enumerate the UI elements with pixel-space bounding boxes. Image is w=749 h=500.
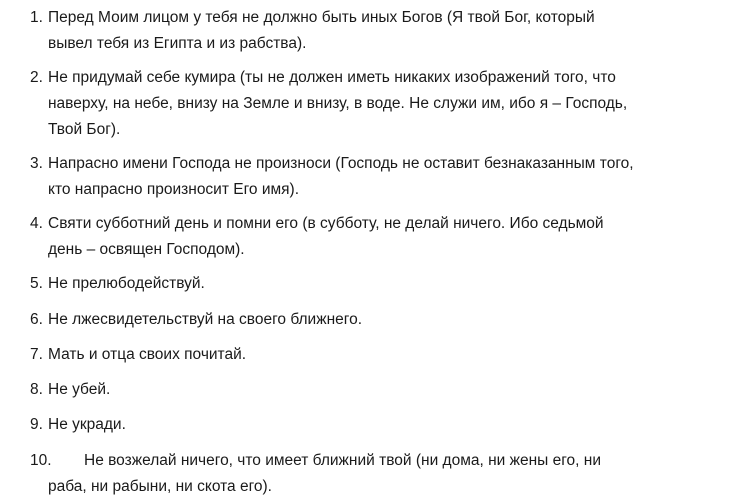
list-item [0, 65, 740, 143]
list-item [0, 211, 740, 263]
item-number: 7. [30, 346, 43, 363]
list-item [0, 5, 740, 57]
item-text-line: Не придумай себе кумира (ты не должен иметь никаких изображений того, что [48, 69, 616, 86]
item-text-line: Не лжесвидетельствуй на своего ближнего. [48, 311, 363, 328]
list-item [0, 342, 740, 368]
item-text-line: Не укради. [48, 416, 126, 433]
item-text-line: Не возжелай ничего, что имеет ближний твой (ни дома, ни жены его, ни [84, 452, 601, 469]
item-number: 3. [30, 155, 43, 172]
item-text-line: Твой Бог). [48, 121, 121, 138]
item-number: 8. [30, 381, 43, 398]
item-text-line: Перед Моим лицом у тебя не должно быть иных Богов (Я твой Бог, который [48, 9, 595, 26]
list-item [0, 377, 740, 403]
item-text-line: Мать и отца своих почитай. [48, 346, 247, 363]
list-item [0, 271, 740, 297]
item-text-line: день – освящен Господом). [48, 241, 245, 258]
list-item [0, 151, 740, 203]
list-item [0, 448, 740, 500]
item-text-line: Не прелюбодействуй. [48, 275, 205, 292]
item-text-line: Напрасно имени Господа не произноси (Господь не оставит безнаказанным того, [48, 155, 634, 172]
item-number: 1. [30, 9, 43, 26]
item-number: 6. [30, 311, 43, 328]
item-number: 2. [30, 69, 43, 86]
list-item [0, 412, 740, 438]
item-text-line: кто напрасно произносит Его имя). [48, 181, 300, 198]
item-number: 9. [30, 416, 43, 433]
list-item [0, 307, 740, 333]
item-number: 10. [30, 452, 52, 469]
item-text-line: Святи субботний день и помни его (в субботу, не делай ничего. Ибо седьмой [48, 215, 604, 232]
item-text-line: наверху, на небе, внизу на Земле и внизу, в воде. Не служи им, ибо я – Господь, [48, 95, 628, 112]
item-text-line: Не убей. [48, 381, 111, 398]
item-text-line: раба, ни рабыни, ни скота его). [48, 478, 272, 495]
item-number: 4. [30, 215, 43, 232]
item-text-line: вывел тебя из Египта и из рабства). [48, 35, 307, 52]
item-number: 5. [30, 275, 43, 292]
